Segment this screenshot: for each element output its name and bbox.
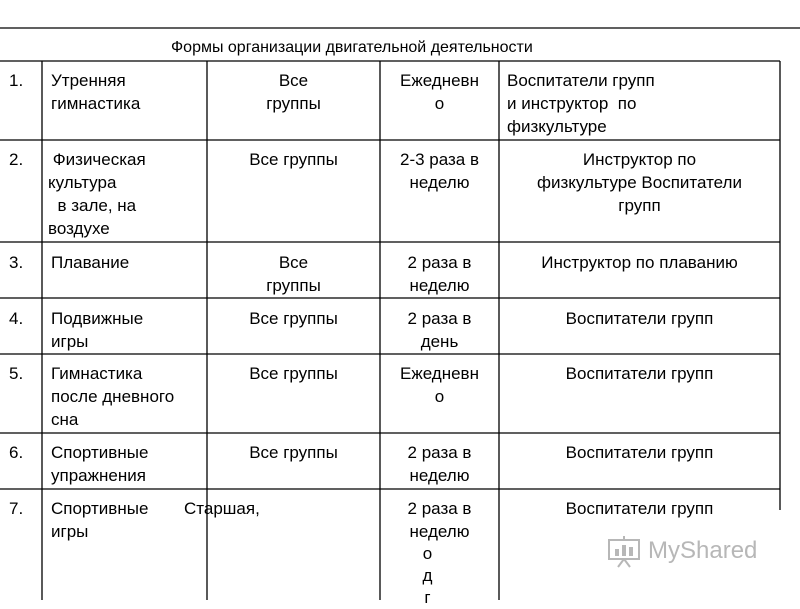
row-6-activity: Спортивные упражнения (51, 443, 149, 485)
row-2-frequency: 2-3 раза в неделю (399, 150, 479, 192)
row-4-frequency: 2 раза в день (407, 309, 472, 351)
row-7-activity: Спортивные игры (51, 499, 149, 541)
row-5-responsible: Воспитатели групп (565, 364, 714, 383)
row-2-responsible: Инструктор по физкультуре Воспитатели групп (537, 150, 742, 215)
row-3-activity: Плавание (51, 253, 130, 272)
row-1-frequency: Ежедневн о (400, 71, 479, 113)
row-2-groups: Все группы (249, 150, 338, 169)
row-7-number: 7. (9, 499, 24, 518)
row-1-number: 1. (9, 71, 24, 90)
row-2-number: 2. (9, 150, 24, 169)
row-3-groups: Все группы (266, 253, 321, 295)
row-7-frequency: 2 раза в неделю (407, 499, 472, 541)
row-1-responsible: Воспитатели групп и инструктор по физкультуре (507, 71, 655, 136)
table-title: Формы организации двигательной деятельности (171, 39, 533, 56)
row-5-groups: Все группы (249, 364, 338, 383)
row-7-groups: Старшая, (184, 499, 260, 518)
row-6-groups: Все группы (249, 443, 338, 462)
row-6-responsible: Воспитатели групп (565, 443, 714, 462)
row-5-frequency: Ежедневн о (400, 364, 479, 406)
row-3-number: 3. (9, 253, 24, 272)
row-3-responsible: Инструктор по плаванию (541, 253, 738, 272)
row-2-activity: Физическая культура в зале, на воздухе (48, 150, 146, 238)
row-7-frequency-overflow: о д г (422, 544, 433, 607)
row-7-responsible: Воспитатели групп (565, 499, 714, 518)
myshared-watermark (606, 534, 757, 568)
presentation-chart-icon (606, 534, 642, 568)
row-5-number: 5. (9, 364, 24, 383)
row-1-groups: Все группы (266, 71, 321, 113)
watermark-text: MyShared (648, 537, 758, 564)
row-3-frequency: 2 раза в неделю (407, 253, 472, 295)
row-6-number: 6. (9, 443, 24, 462)
row-4-groups: Все группы (249, 309, 338, 328)
row-5-activity: Гимнастика после дневного сна (51, 364, 175, 429)
row-4-responsible: Воспитатели групп (565, 309, 714, 328)
row-4-number: 4. (9, 309, 24, 328)
row-6-frequency: 2 раза в неделю (407, 443, 472, 485)
row-4-activity: Подвижные игры (51, 309, 144, 351)
row-1-activity: Утренняя гимнастика (51, 71, 141, 113)
